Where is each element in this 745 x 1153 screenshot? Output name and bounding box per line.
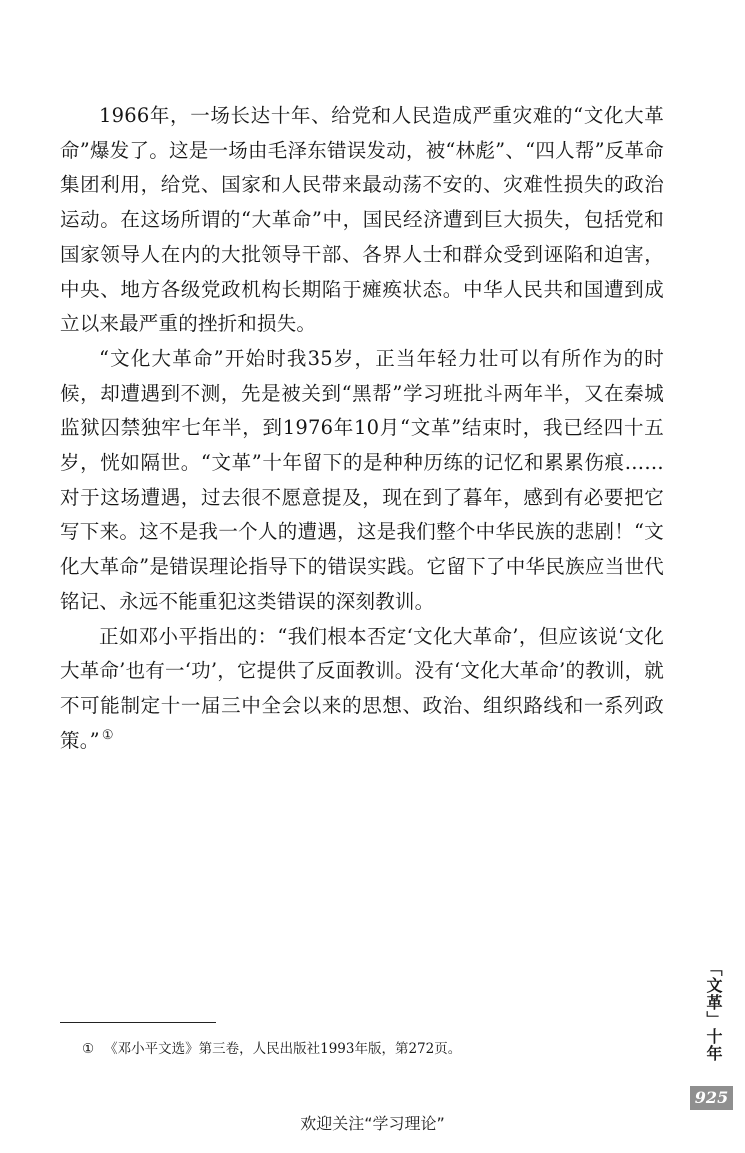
paragraph-3: [60, 620, 664, 759]
main-text: [60, 99, 664, 758]
chapter-side-label: 「文革」十年: [704, 960, 723, 1062]
bottom-caption: 欢迎关注“学习理论”: [300, 1114, 445, 1133]
paragraph-1: 1966年，一场长达十年、给党和人民造成严重灾难的“文化大革命”爆发了。这是一场由毛泽东错误发动，被“林彪”、“四人帮”反革命集团利用，给党、国家和人民带来最动荡不安的、灾难性损失的政治运动。在这场所谓的“大革命”中，国民经济遭到巨大损失，包括党和国家领导人在内的大批领导干部、各界人士和群众受到诬陷和迫害，中央、地方各级党政机构长期陷于瘫痪状态。中华人民共和国遭到成立以来最严重的挫折和损失。: [60, 104, 664, 336]
page-number: 925: [690, 1086, 733, 1110]
footnote-reference: ①: [101, 728, 114, 744]
paragraph-2: “文化大革命”开始时我35岁，正当年轻力壮可以有所作为的时候，却遭遇到不测，先是被关到“黑帮”学习班批斗两年半，又在秦城监狱囚禁独牢七年半，到1976年10月“文革”结束时，我已经四十五岁，恍如隔世。“文革”十年留下的是种种历练的记忆和累累伤痕……对于这场遭遇，过去很不愿意提及，现在到了暮年，感到有必要把它写下来。这不是我一个人的遭遇，这是我们整个中华民族的悲剧！“文化大革命”是错误理论指导下的错误实践。它留下了中华民族应当世代铭记、永远不能重犯这类错误的深刻教训。: [60, 346, 664, 613]
footnote-divider: [60, 1022, 216, 1023]
footnote: [82, 1039, 461, 1059]
footnote-text: 《邓小平文选》第三卷，人民出版社1993年版，第272页。: [104, 1041, 462, 1057]
footnote-number: ①: [82, 1041, 95, 1057]
paragraph-3-text: 正如邓小平指出的：“我们根本否定‘文化大革命’，但应该说‘文化大革命’也有一‘功’，它提供了反面教训。没有‘文化大革命’的教训，就不可能制定十一届三中全会以来的思想、政治、组织路线和一系列政策。”: [60, 624, 664, 752]
